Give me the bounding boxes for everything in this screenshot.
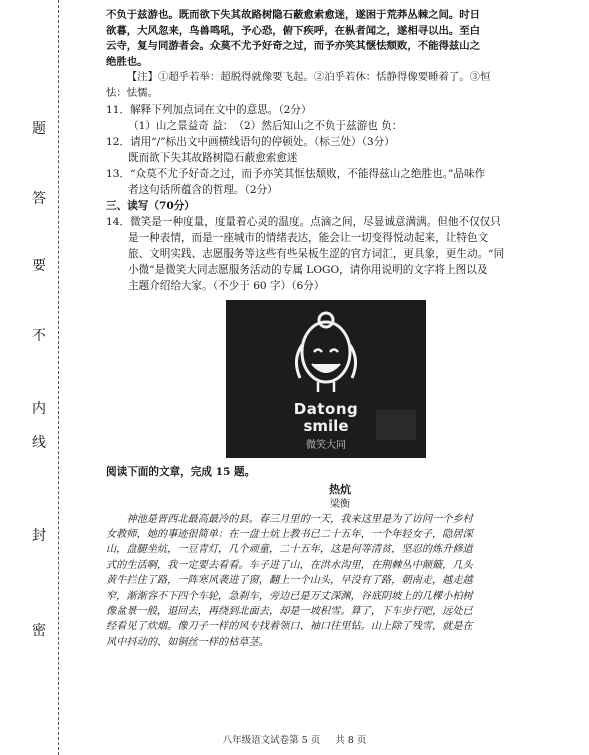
question-13: 13．“众莫不尤予好奇之过，而予亦笑其恇怯颓败，不能得兹山之绝胜也。”品味作: [106, 167, 486, 180]
article-line: 式的生活啊，我一定要去看看。车子进了山，在洪水沟里，在荆棘丛中颠簸，几头: [106, 559, 473, 571]
binding-char-yao: 要: [32, 258, 46, 274]
question-11-sub: （1）山之景益奇 益： （2）然后知山之不负于兹游也 负：: [128, 119, 403, 132]
article-line: 像盆景一般，退回去，再绕到北面去，却是一坡积雪。算了，下车步行吧，远处已: [106, 606, 473, 617]
article-title: 热炕: [329, 482, 351, 496]
binding-strip: [0, 0, 92, 755]
binding-char-mi: 密: [32, 623, 46, 639]
question-14-line: 旅、文明实践、志愿服务等这些有些呆板生涩的官方词汇，更具象，更生动。“同: [128, 247, 505, 260]
passage-line: 云寺，复与同游者会。众莫不尤予好奇之过，而予亦笑其惬怯颓败，不能得兹山之: [106, 40, 481, 53]
logo-image: [226, 300, 426, 458]
annotation-note-cont: 怯：怯懦。: [106, 86, 158, 99]
article-line: 黄牛拦住了路，一阵寒风袭进了窗，翻上一个山头，早没有了路，朝南走，越走越: [106, 575, 473, 587]
question-14-line: 主题介绍给大家。（不少于 60 字）（6分）: [128, 279, 325, 292]
footer-total-pages: 共 8 页: [335, 735, 367, 746]
article-line: 神池是晋西北最高最冷的县。春三月里的一天，我来这里是为了访问一个乡村: [126, 513, 473, 525]
article-line: 山，盘腿坐炕，一豆青灯，几个顽童，二十五年，这是何等清贫，坚忍的炼升修道: [106, 544, 473, 556]
article-line: 女教师，她的事迹很简单：在一盘土炕上教书已二十五年，一个年轻女子，隐居深: [106, 528, 473, 540]
passage-line: 欲暮，大风忽来，鸟兽鸣吼，予心恐，俯下疾呼，在枞者闻之，遂相寻以出。至白: [106, 24, 481, 37]
binding-char-feng: 封: [32, 528, 46, 544]
binding-char-bu: 不: [32, 328, 46, 344]
article-author: 梁衡: [330, 498, 350, 510]
binding-char-ti: 题: [32, 121, 46, 137]
question-12-sub: 既而欲下失其故路树隐石蔽愈索愈迷: [128, 151, 298, 164]
question-14-line: 14．微笑是一种度量，度量着心灵的温度。点滴之间，尽显诚意满满。但他不仅仅只: [106, 215, 501, 228]
article-line: 窄，渐渐容不下四个车轮，急刹车，旁边已是万丈深渊，谷底阴坡上的几棵小柏树: [106, 590, 473, 602]
logo-text-datong: Datong: [293, 399, 359, 418]
question-12: 12．请用“/”标出文中画横线语句的停顿处。（标三处）（3分）: [106, 135, 395, 148]
binding-char-nei: 内: [32, 401, 46, 417]
annotation-note: 【注】①超乎若举：超脱得就像要飞起。②泊乎若休：恬静得像要睡着了。③恒: [126, 71, 491, 84]
question-14-line: 是一种表情，而是一座城市的情绪表达，能会让一切变得悦动起来，让特色文: [128, 231, 489, 244]
question-11: 11．解释下列加点词在文中的意思。（2分）: [106, 103, 312, 116]
passage-line: 绝胜也。: [106, 55, 148, 68]
footer-page-number: 八年级语文试卷第 5 页: [222, 735, 321, 746]
question-13-cont: 者这句话所蕴含的哲理。（2分）: [128, 183, 278, 196]
logo-text-chinese: 微笑大同: [306, 439, 346, 451]
binding-char-da: 答: [32, 191, 46, 207]
passage-line: 不负于兹游也。既而欲下失其故路树隐石蔽愈索愈迷，遂困于荒莽丛棘之间。时日: [106, 9, 481, 21]
reading-instruction: 阅读下面的文章，完成 15 题。: [106, 465, 256, 478]
logo-text-smile: smile: [303, 416, 349, 435]
article-line: 风中抖动的、如铜丝一样的枯草茎。: [106, 636, 269, 648]
question-14-line: 小微”是微笑大同志愿服务活动的专属 LOGO，请你用说明的文字将上图以及: [128, 263, 488, 276]
exam-content: [106, 8, 574, 650]
page-footer: [0, 732, 589, 746]
section-heading: 三、读写（70分）: [106, 199, 195, 212]
binding-dashed-line: [58, 0, 59, 755]
binding-char-xian: 线: [32, 435, 46, 451]
article-line: 经看见了炊烟。像刀子一样的风专找着领口、袖口往里钻。山上除了残雪，就是在: [106, 621, 473, 633]
